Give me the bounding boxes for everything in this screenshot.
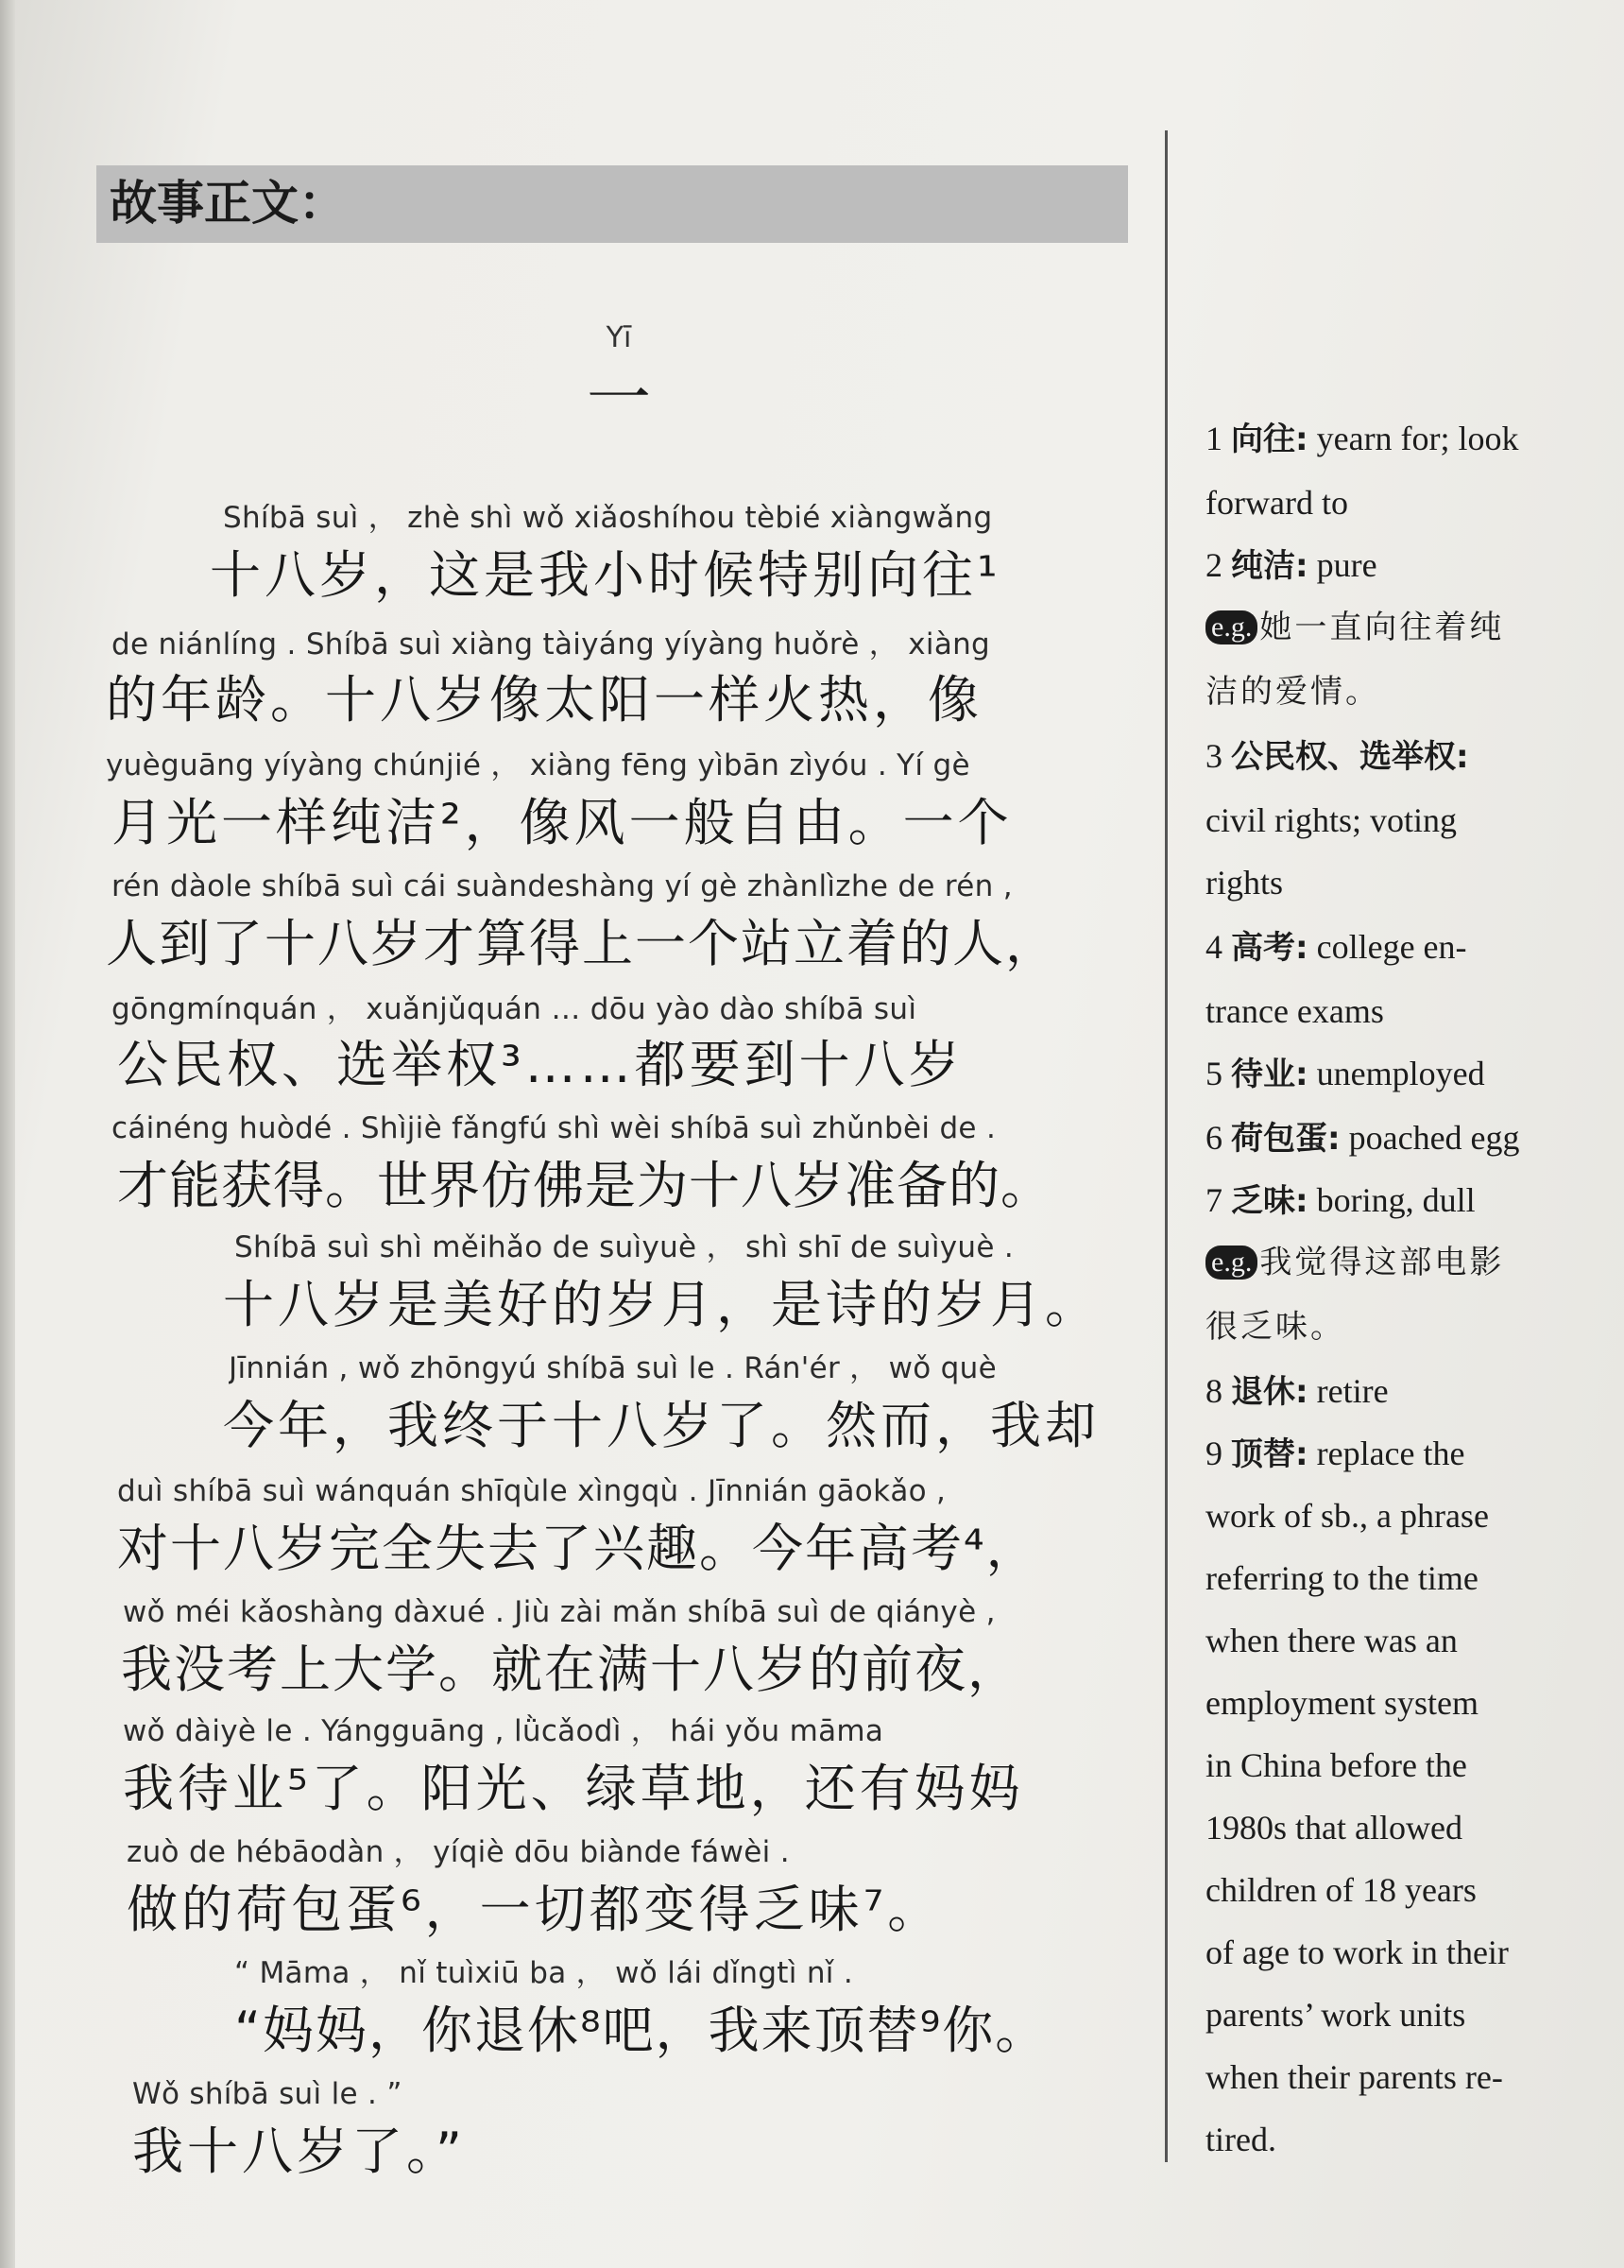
pinyin-line-7: Shíbā suì shì měihǎo de suìyuè ， shì shī de suìyuè . [234, 1230, 1015, 1264]
example-badge: e.g. [1205, 610, 1257, 644]
hanzi-line-7: 十八岁是美好的岁月，是诗的岁月。 [223, 1275, 1100, 1334]
pinyin-line-8: Jīnnián , wǒ zhōngyú shíbā suì le . Rán'ér ， wǒ què [229, 1351, 997, 1385]
glossary-line: of age to work in their [1205, 1933, 1509, 1971]
hanzi-line-11: 我待业⁵了。阳光、绿草地，还有妈妈 [123, 1759, 1024, 1818]
glossary-line: 洁的爱情。 [1205, 673, 1380, 711]
glossary-entry-8: 8 退休: retire [1205, 1372, 1389, 1411]
glossary-line: 1980s that allowed [1205, 1809, 1462, 1847]
pinyin-line-4: rén dàole shíbā suì cái suàndeshàng yí gè zhànlìzhe de rén , [111, 869, 1013, 903]
pinyin-line-6: cáinéng huòdé . Shìjiè fǎngfú shì wèi shíbā suì zhǔnbèi de . [111, 1111, 997, 1145]
glossary-example: e.g. 她一直向往着纯 [1205, 605, 1583, 650]
section-title: 故事正文： [110, 176, 346, 231]
chapter-number: 一 [586, 362, 651, 437]
pinyin-line-9: duì shíbā suì wánquán shīqùle xìngqù . Jīnnián gāokǎo , [117, 1474, 947, 1508]
hanzi-line-4: 人到了十八岁才算得上一个站立着的人， [106, 914, 1058, 973]
hanzi-line-3: 月光一样纯洁²，像风一般自由。一个 [111, 793, 1013, 852]
glossary-line: employment system [1205, 1684, 1479, 1722]
glossary-line: children of 18 years [1205, 1871, 1477, 1909]
pinyin-line-11: wǒ dàiyè le . Yángguāng , lǜcǎodì ， hái yǒu māma [123, 1714, 884, 1748]
hanzi-line-2: 的年龄。十八岁像太阳一样火热，像 [106, 670, 983, 730]
pinyin-line-10: wǒ méi kǎoshàng dàxué . Jiù zài mǎn shíbā suì de qiányè , [123, 1595, 996, 1629]
glossary-line: work of sb., a phrase [1205, 1497, 1489, 1535]
hanzi-line-8: 今年，我终于十八岁了。然而，我却 [223, 1396, 1100, 1455]
pinyin-line-3: yuèguāng yíyàng chúnjié ， xiàng fēng yìbān zìyóu . Yí gè [106, 748, 970, 782]
glossary-line: in China before the [1205, 1746, 1467, 1784]
glossary-line: forward to [1205, 484, 1348, 522]
glossary-entry-2: 2 纯洁: pure [1205, 546, 1377, 585]
pinyin-line-1: Shíbā suì ， zhè shì wǒ xiǎoshíhou tèbié xiàngwǎng [223, 501, 993, 535]
hanzi-line-13: “妈妈，你退休⁸吧，我来顶替⁹你。 [234, 2001, 1049, 2060]
hanzi-line-14: 我十八岁了。” [132, 2122, 466, 2181]
glossary-entry-3: 3 公民权、选举权: [1205, 737, 1469, 776]
hanzi-line-6: 才能获得。世界仿佛是为十八岁准备的。 [117, 1156, 1052, 1215]
pinyin-line-5: gōngmínquán ， xuǎnjǔquán … dōu yào dào shíbā suì [111, 992, 917, 1026]
chapter-pinyin: Yī [606, 321, 632, 354]
hanzi-line-12: 做的荷包蛋⁶，一切都变得乏味⁷。 [127, 1880, 943, 1939]
glossary-example: e.g. 我觉得这部电影 [1205, 1240, 1583, 1285]
glossary-entry-9: 9 顶替: replace the [1205, 1435, 1465, 1473]
hanzi-line-1: 十八岁，这是我小时候特别向往¹ [210, 545, 1001, 605]
glossary-entry-1: 1 向往: yearn for; look [1205, 420, 1519, 458]
glossary-line: trance exams [1205, 992, 1384, 1030]
glossary-entry-6: 6 荷包蛋: poached egg [1205, 1119, 1520, 1158]
glossary-line: rights [1205, 864, 1284, 902]
glossary-entry-7: 7 乏味: boring, dull [1205, 1181, 1476, 1220]
glossary-line: when their parents re- [1205, 2058, 1503, 2096]
glossary-line: 很乏味。 [1205, 1308, 1345, 1346]
pinyin-line-13: “ Māma ， nǐ tuìxiū ba ， wǒ lái dǐngtì nǐ . [234, 1956, 853, 1990]
glossary-entry-5: 5 待业: unemployed [1205, 1055, 1485, 1093]
glossary-line: civil rights; voting [1205, 801, 1457, 839]
glossary-line: when there was an [1205, 1622, 1458, 1659]
hanzi-line-9: 对十八岁完全失去了兴趣。今年高考⁴， [117, 1519, 1039, 1578]
pinyin-line-12: zuò de hébāodàn ， yíqiè dōu biànde fáwèi . [127, 1835, 790, 1869]
hanzi-line-5: 公民权、选举权³……都要到十八岁 [117, 1035, 964, 1094]
glossary-line: referring to the time [1205, 1559, 1479, 1597]
example-badge: e.g. [1205, 1246, 1257, 1280]
glossary-line: tired. [1205, 2121, 1276, 2158]
pinyin-line-14: Wǒ shíbā suì le . ” [132, 2077, 402, 2111]
glossary-entry-4: 4 高考: college en- [1205, 928, 1467, 967]
glossary-line: parents’ work units [1205, 1996, 1466, 2034]
hanzi-line-10: 我没考上大学。就在满十八岁的前夜， [121, 1640, 1020, 1699]
section-header [96, 165, 1128, 243]
pinyin-line-2: de niánlíng . Shíbā suì xiàng tàiyáng yíyàng huǒrè ， xiàng [111, 627, 991, 662]
